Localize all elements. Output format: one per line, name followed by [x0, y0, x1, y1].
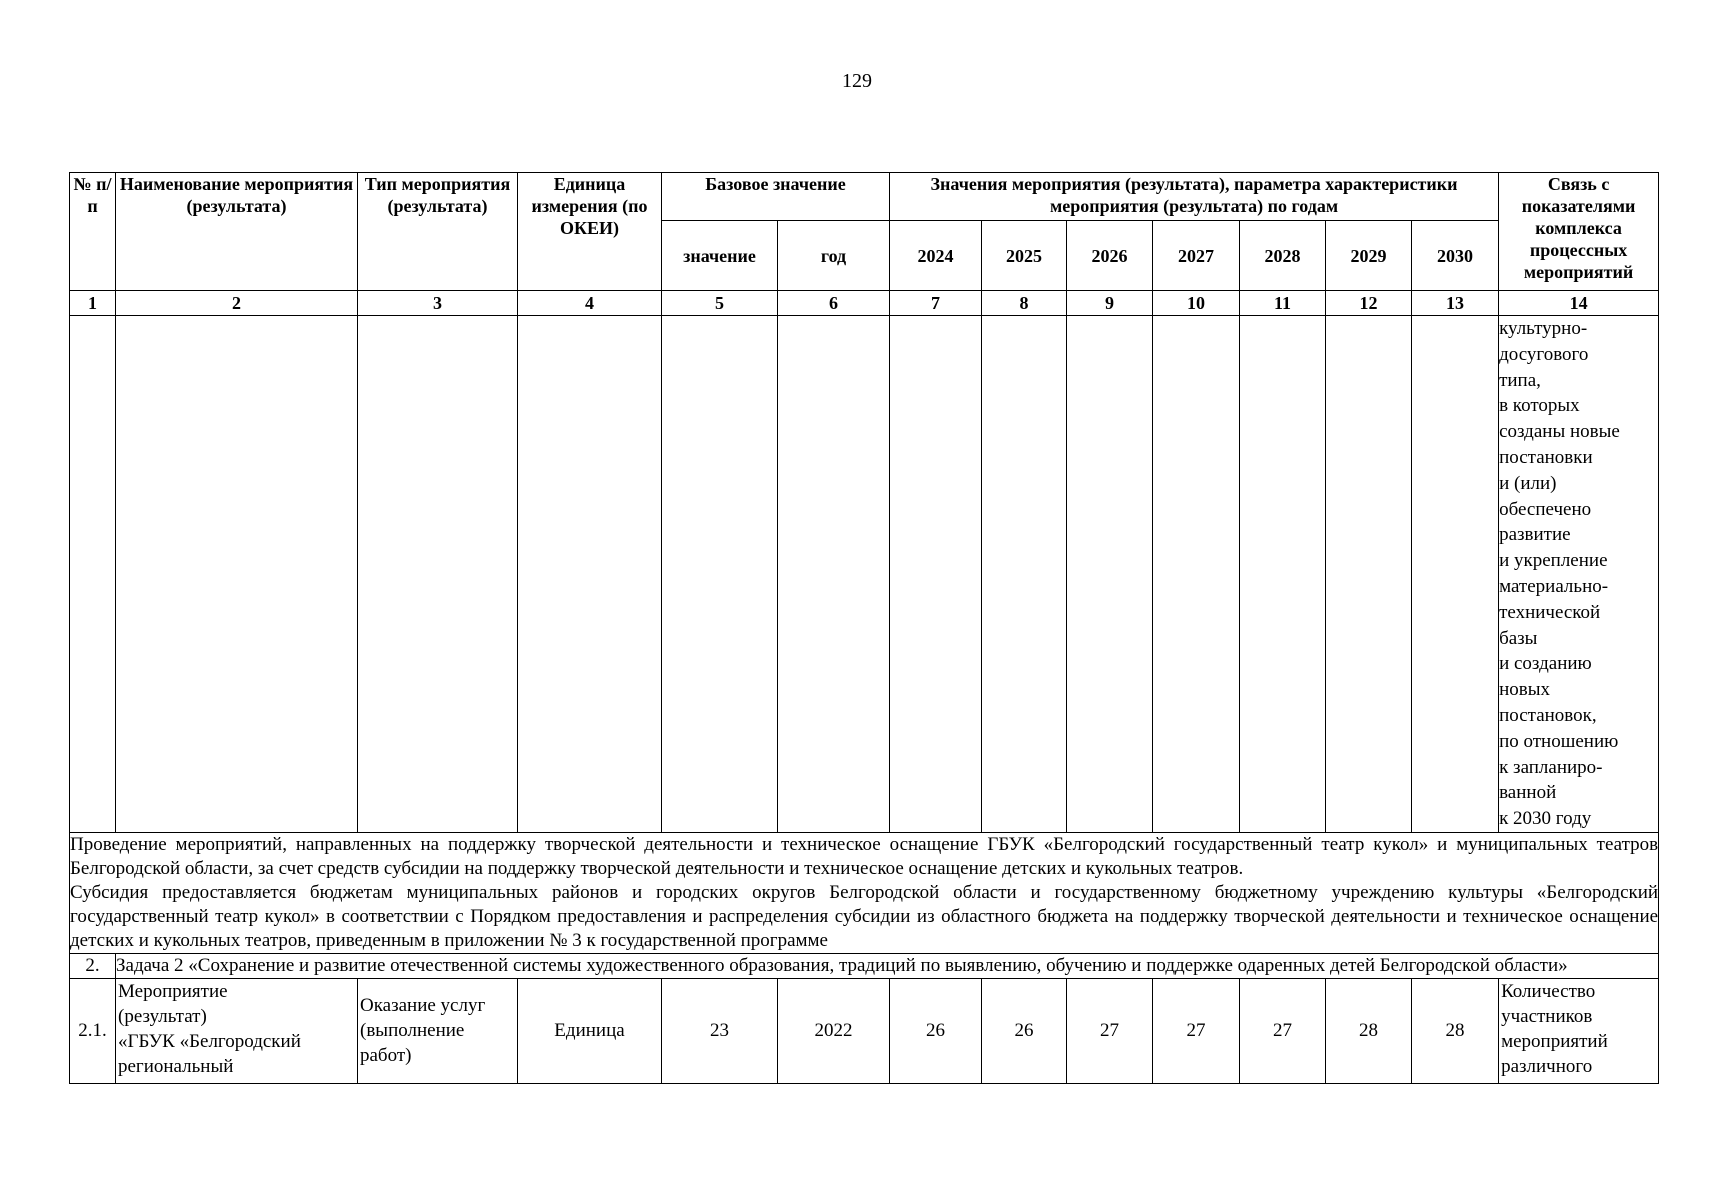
row-value-2029: 28	[1326, 978, 1412, 1083]
row-value-2030: 28	[1412, 978, 1499, 1083]
row-name: Мероприятие (результат) «ГБУК «Белгородский региональный	[116, 978, 358, 1083]
column-number: 12	[1326, 291, 1412, 316]
column-number: 13	[1412, 291, 1499, 316]
row-value-2028: 27	[1240, 978, 1326, 1083]
header-base-year: год	[778, 221, 890, 291]
header-years-group: Значения мероприятия (результата), параметра характеристики мероприятия (результата) по годам	[890, 173, 1499, 221]
header-base-value: значение	[662, 221, 778, 291]
column-number: 7	[890, 291, 982, 316]
column-number: 3	[358, 291, 518, 316]
note-paragraph: Проведение мероприятий, направленных на поддержку творческой деятельности и техническое оснащение ГБУК «Белгородский государственный театр кукол» и муниципальных театров Белгородской области, за счет средств субсидии на поддержку творческой деятельности и техническое оснащение детских и кукольных театров.	[70, 833, 1659, 879]
row-value-2026: 27	[1067, 978, 1153, 1083]
column-number: 9	[1067, 291, 1153, 316]
row-number: 2.1.	[70, 978, 116, 1083]
continuation-row	[70, 316, 1659, 833]
header-year: 2029	[1326, 221, 1412, 291]
row-value-2027: 27	[1153, 978, 1240, 1083]
column-number: 4	[518, 291, 662, 316]
row-base-year: 2022	[778, 978, 890, 1083]
header-year: 2026	[1067, 221, 1153, 291]
empty-cell	[70, 316, 116, 833]
header-name: Наименование мероприятия (результата)	[116, 173, 358, 291]
empty-cell	[1412, 316, 1499, 833]
table-row	[70, 978, 1659, 1083]
empty-cell	[1240, 316, 1326, 833]
header-year: 2030	[1412, 221, 1499, 291]
empty-cell	[518, 316, 662, 833]
row-type: Оказание услуг (выполнение работ)	[358, 978, 518, 1083]
note-cell	[70, 832, 1659, 953]
row-value-2025: 26	[982, 978, 1067, 1083]
page-number: 129	[842, 70, 872, 92]
header-base-group: Базовое значение	[662, 173, 890, 221]
column-number: 11	[1240, 291, 1326, 316]
empty-cell	[358, 316, 518, 833]
header-number: № п/п	[70, 173, 116, 291]
column-numbers-row	[70, 291, 1659, 316]
row-base-value: 23	[662, 978, 778, 1083]
column-number: 14	[1499, 291, 1659, 316]
empty-cell	[662, 316, 778, 833]
empty-cell	[1067, 316, 1153, 833]
column-number: 8	[982, 291, 1067, 316]
empty-cell	[778, 316, 890, 833]
header-year: 2028	[1240, 221, 1326, 291]
column-number: 1	[70, 291, 116, 316]
header-year: 2025	[982, 221, 1067, 291]
task-row	[70, 953, 1659, 978]
column-number: 2	[116, 291, 358, 316]
row-unit: Единица	[518, 978, 662, 1083]
empty-cell	[982, 316, 1067, 833]
empty-cell	[890, 316, 982, 833]
task-number: 2.	[70, 953, 116, 978]
column-number: 10	[1153, 291, 1240, 316]
header-link: Связь с показателями комплекса процессных мероприятий	[1499, 173, 1659, 291]
column-number: 5	[662, 291, 778, 316]
task-text: Задача 2 «Сохранение и развитие отечественной системы художественного образования, традиций по выявлению, обучению и поддержке одаренных детей Белгородской области»	[116, 953, 1659, 978]
note-paragraph: Субсидия предоставляется бюджетам муниципальных районов и городских округов Белгородской области и государственному бюджетному учреждению культуры «Белгородский государственный театр кукол» в соответствии с Порядком предоставления и распределения субсидии из областного бюджета на поддержку творческой деятельности и техническое оснащение детских и кукольных театров, приведенным в приложении № 3 к государственной программе	[70, 881, 1659, 951]
header-unit: Единица измерения (по ОКЕИ)	[518, 173, 662, 291]
empty-cell	[116, 316, 358, 833]
header-year: 2027	[1153, 221, 1240, 291]
header-year: 2024	[890, 221, 982, 291]
empty-cell	[1153, 316, 1240, 833]
column-number: 6	[778, 291, 890, 316]
empty-cell	[1326, 316, 1412, 833]
events-table	[69, 172, 1659, 1084]
header-type: Тип мероприятия (результата)	[358, 173, 518, 291]
note-row	[70, 832, 1659, 953]
row-value-2024: 26	[890, 978, 982, 1083]
row-link: Количество участников мероприятий различного	[1499, 978, 1659, 1083]
continuation-link-text: культурно- досугового типа, в которых созданы новые постановки и (или) обеспечено развитие и укрепление материально- технической базы и созданию новых постановок, по отношению к запланиро- ванной к 2030 году	[1499, 316, 1659, 833]
